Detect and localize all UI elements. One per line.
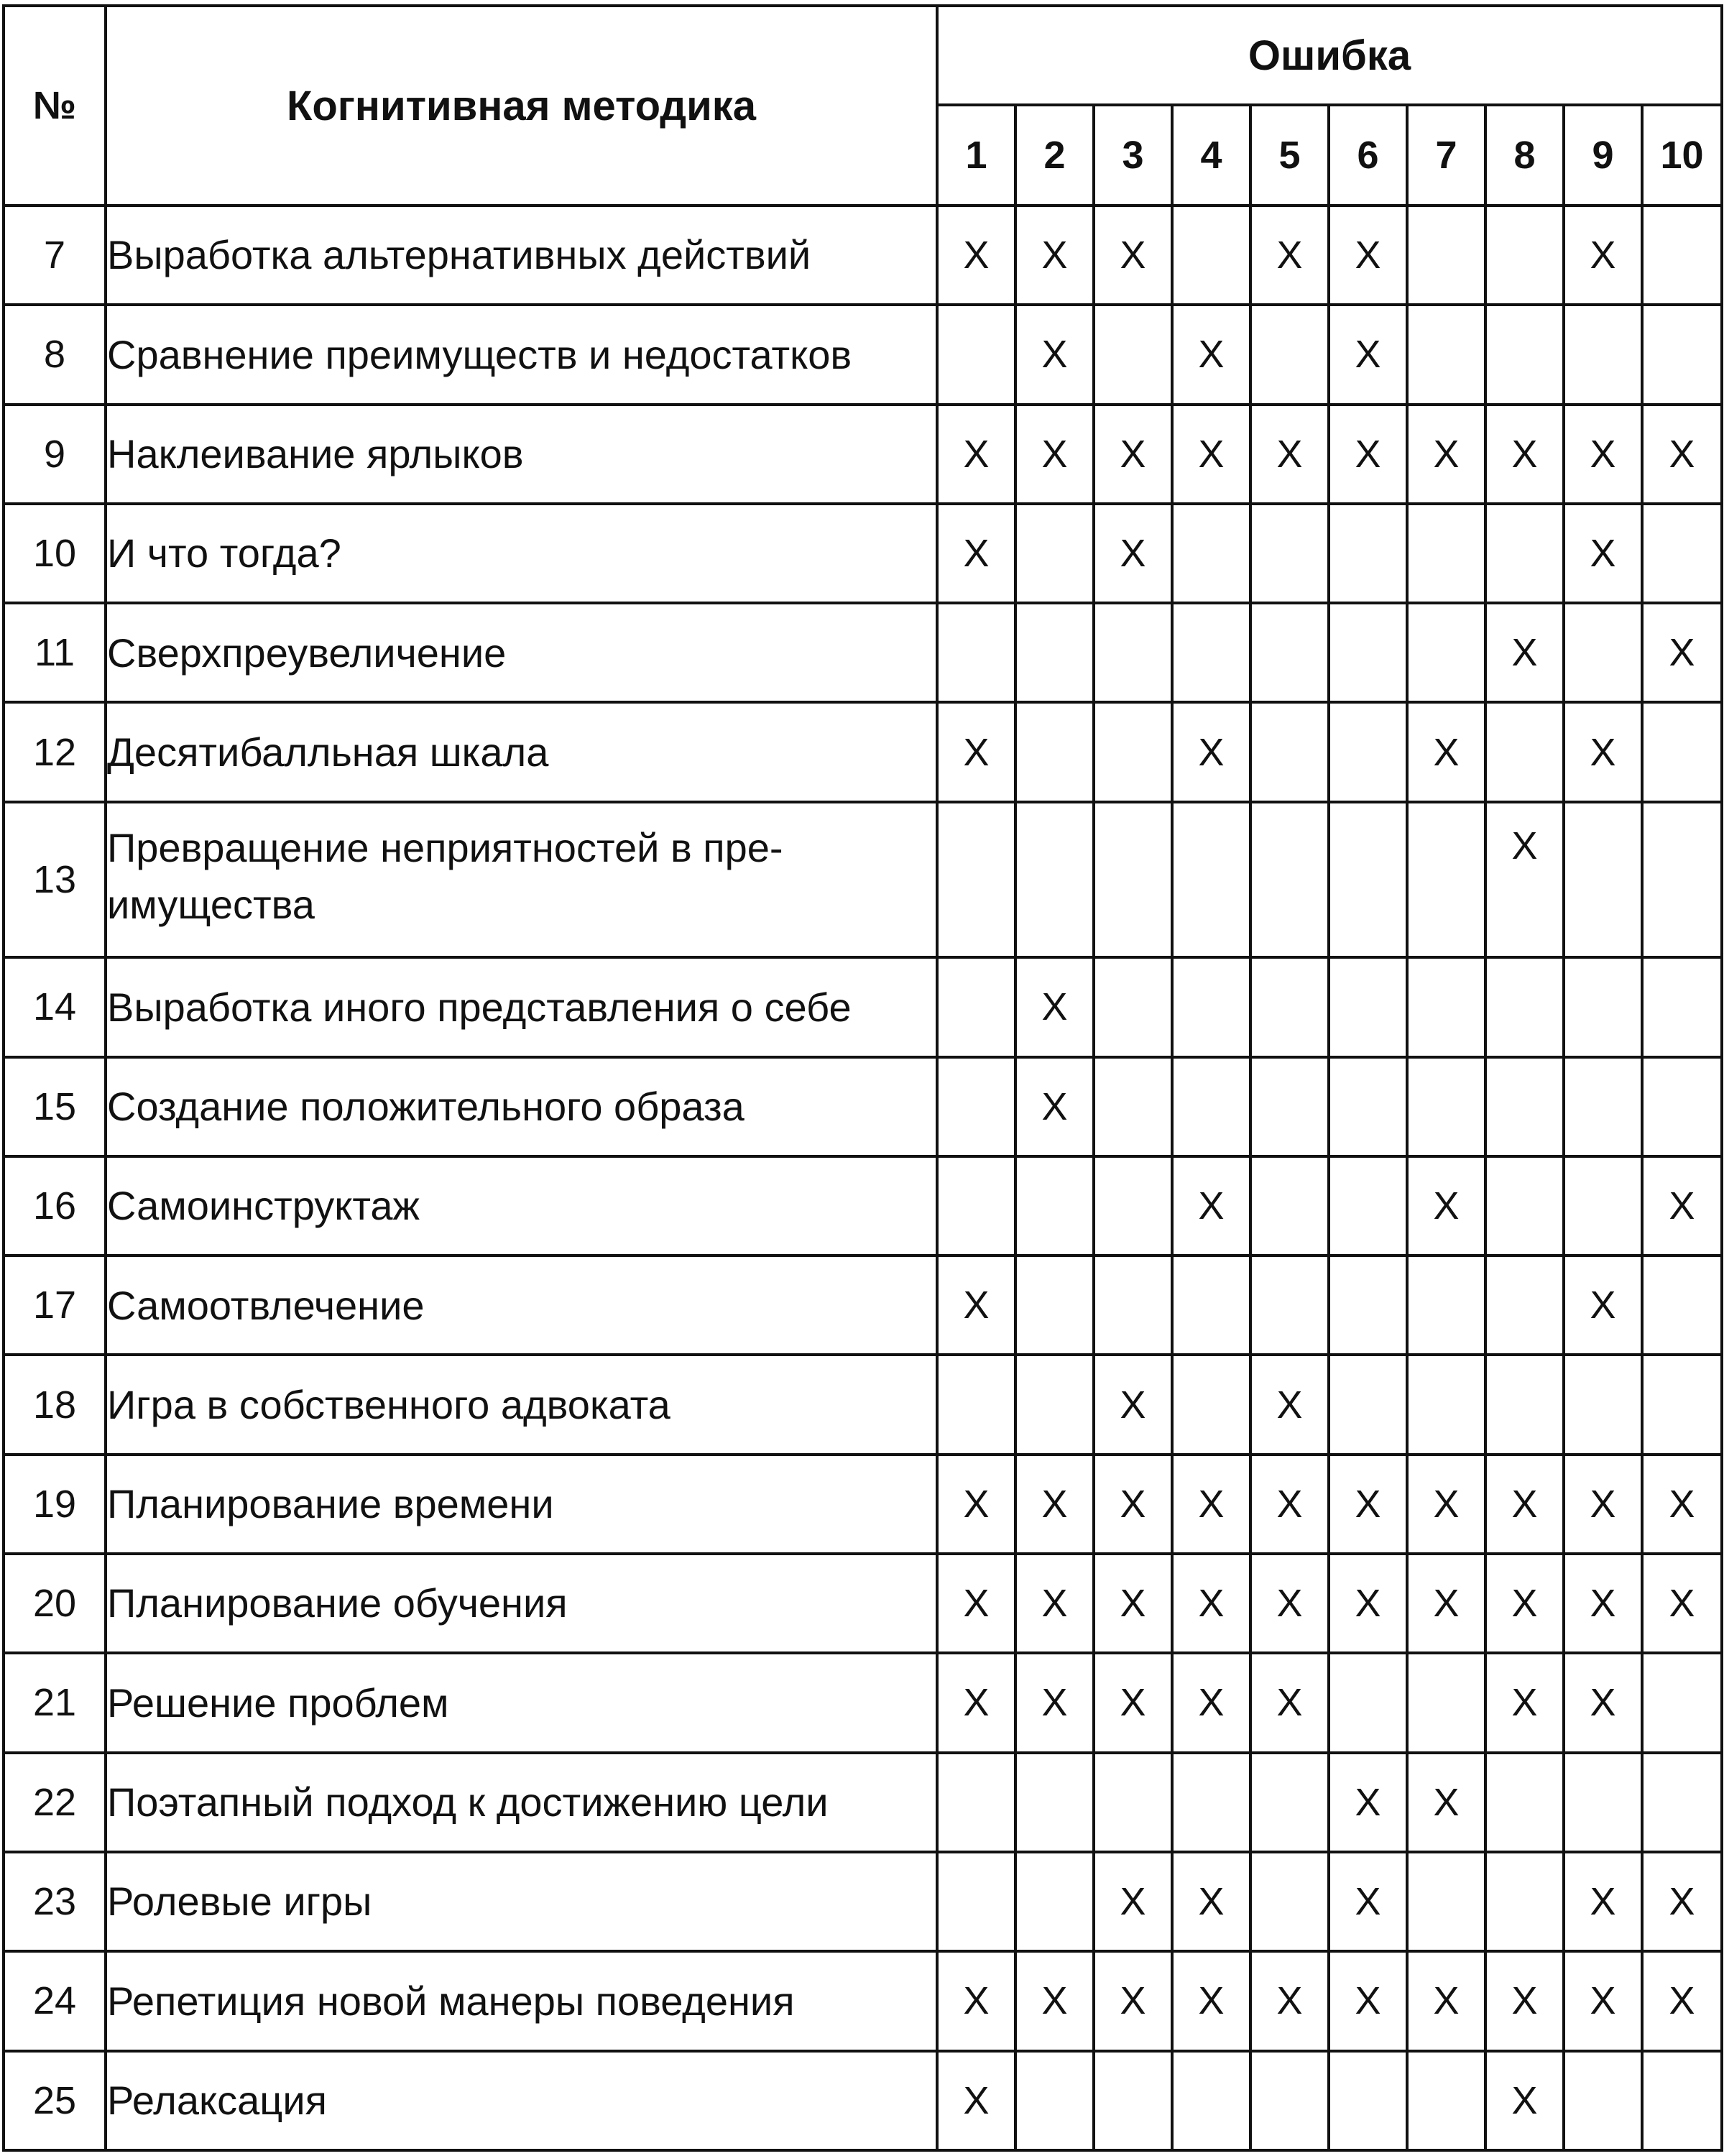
error-mark-cell: X (1172, 1951, 1250, 2050)
error-mark-cell: X (1485, 1653, 1564, 1752)
error-mark-cell: X (1015, 1057, 1094, 1156)
table-row (4, 2051, 1722, 2150)
error-mark-cell (1564, 1355, 1642, 1454)
error-mark-cell (1564, 2051, 1642, 2150)
error-mark-cell (1485, 504, 1564, 603)
error-mark-cell (1172, 1753, 1250, 1852)
error-mark-cell (1407, 1852, 1485, 1951)
table-row (4, 1057, 1722, 1156)
error-mark-cell (1329, 1156, 1407, 1256)
error-mark-cell: X (1015, 1455, 1094, 1554)
error-mark-cell: X (1172, 1554, 1250, 1653)
error-mark-cell (1094, 957, 1172, 1056)
error-mark-cell (1642, 1653, 1722, 1752)
error-mark-cell (1015, 603, 1094, 702)
error-number-header: 4 (1172, 105, 1250, 206)
method-name: Сравнение преимуществ и недостатков (106, 305, 937, 404)
error-mark-cell (1329, 603, 1407, 702)
error-mark-cell: X (1015, 957, 1094, 1056)
error-mark-cell: X (1485, 1554, 1564, 1653)
error-mark-cell (1094, 603, 1172, 702)
error-mark-cell: X (1015, 1653, 1094, 1752)
method-name: Выработка иного представления о себе (106, 957, 937, 1056)
error-mark-cell (937, 1057, 1015, 1156)
error-mark-cell: X (1564, 1554, 1642, 1653)
error-mark-cell (937, 802, 1015, 957)
error-number-header: 3 (1094, 105, 1172, 206)
error-mark-cell: X (1250, 1554, 1329, 1653)
error-mark-cell: X (937, 1554, 1015, 1653)
error-mark-cell (1642, 1753, 1722, 1852)
error-mark-cell (1329, 802, 1407, 957)
error-mark-cell: X (1642, 1156, 1722, 1256)
error-mark-cell (1329, 1355, 1407, 1454)
error-mark-cell: X (1250, 1951, 1329, 2050)
error-mark-cell: X (1250, 206, 1329, 305)
table-row (4, 957, 1722, 1056)
error-mark-cell (1094, 2051, 1172, 2150)
error-number-header: 10 (1642, 105, 1722, 206)
error-mark-cell (1250, 1156, 1329, 1256)
methods-errors-table (2, 4, 1723, 2152)
error-number-header: 8 (1485, 105, 1564, 206)
error-mark-cell (1172, 957, 1250, 1056)
error-mark-cell: X (1485, 405, 1564, 504)
table-row (4, 1653, 1722, 1752)
error-mark-cell (937, 957, 1015, 1056)
error-mark-cell (1172, 603, 1250, 702)
error-mark-cell (1407, 957, 1485, 1056)
error-mark-cell: X (1250, 1653, 1329, 1752)
error-mark-cell: X (1250, 405, 1329, 504)
error-mark-cell: X (937, 2051, 1015, 2150)
error-mark-cell (1172, 802, 1250, 957)
error-mark-cell (1250, 802, 1329, 957)
error-number-header: 1 (937, 105, 1015, 206)
method-name: Наклеивание ярлыков (106, 405, 937, 504)
error-mark-cell: X (937, 1256, 1015, 1355)
error-mark-cell (1329, 504, 1407, 603)
row-number: 10 (4, 504, 106, 603)
error-mark-cell: X (1094, 1852, 1172, 1951)
error-mark-cell (1407, 603, 1485, 702)
error-mark-cell: X (1564, 1852, 1642, 1951)
error-mark-cell (1485, 1057, 1564, 1156)
error-mark-cell: X (1172, 1852, 1250, 1951)
error-mark-cell (1094, 305, 1172, 404)
table-header (4, 6, 1722, 206)
error-mark-cell: X (1642, 1554, 1722, 1653)
row-number: 15 (4, 1057, 106, 1156)
error-mark-cell: X (937, 504, 1015, 603)
error-mark-cell (1564, 1753, 1642, 1852)
error-mark-cell (1250, 1256, 1329, 1355)
row-number: 14 (4, 957, 106, 1056)
error-number-header: 7 (1407, 105, 1485, 206)
error-mark-cell (1485, 1852, 1564, 1951)
error-mark-cell (1564, 305, 1642, 404)
error-mark-cell: X (1250, 1455, 1329, 1554)
error-mark-cell: X (1015, 405, 1094, 504)
error-mark-cell (937, 1753, 1015, 1852)
error-mark-cell (1250, 702, 1329, 801)
error-mark-cell (1250, 2051, 1329, 2150)
method-name: Ролевые игры (106, 1852, 937, 1951)
error-mark-cell (1015, 1256, 1094, 1355)
error-mark-cell: X (1407, 1554, 1485, 1653)
error-mark-cell (1250, 603, 1329, 702)
error-mark-cell (937, 305, 1015, 404)
error-mark-cell (1407, 1653, 1485, 1752)
row-number: 18 (4, 1355, 106, 1454)
error-mark-cell (937, 1156, 1015, 1256)
row-number: 25 (4, 2051, 106, 2150)
table-row (4, 1753, 1722, 1852)
error-mark-cell: X (1329, 206, 1407, 305)
error-mark-cell (1485, 206, 1564, 305)
error-mark-cell: X (1094, 405, 1172, 504)
error-mark-cell (1485, 702, 1564, 801)
error-mark-cell: X (1329, 1554, 1407, 1653)
error-mark-cell: X (937, 702, 1015, 801)
error-mark-cell: X (1564, 504, 1642, 603)
error-mark-cell: X (1485, 1951, 1564, 2050)
error-mark-cell (1407, 2051, 1485, 2150)
error-mark-cell: X (1407, 1156, 1485, 1256)
error-mark-cell (1407, 504, 1485, 603)
error-mark-cell (1094, 802, 1172, 957)
method-name: Планирование обучения (106, 1554, 937, 1653)
table-row (4, 1355, 1722, 1454)
error-mark-cell: X (1407, 1753, 1485, 1852)
error-mark-cell: X (1564, 1256, 1642, 1355)
error-mark-cell: X (1172, 702, 1250, 801)
error-mark-cell (1172, 206, 1250, 305)
error-mark-cell (1407, 305, 1485, 404)
error-mark-cell (1485, 305, 1564, 404)
error-mark-cell (1329, 1256, 1407, 1355)
error-mark-cell (1564, 1156, 1642, 1256)
row-number: 7 (4, 206, 106, 305)
error-mark-cell (1642, 957, 1722, 1056)
error-mark-cell: X (1485, 2051, 1564, 2150)
error-mark-cell (1250, 1753, 1329, 1852)
error-mark-cell (1015, 702, 1094, 801)
row-number: 13 (4, 802, 106, 957)
method-name: Превращение неприятностей в пре- имущества (106, 802, 937, 957)
error-number-header: 2 (1015, 105, 1094, 206)
table-row (4, 1455, 1722, 1554)
error-mark-cell (1015, 2051, 1094, 2150)
row-number: 9 (4, 405, 106, 504)
method-name: Репетиция новой манеры поведения (106, 1951, 937, 2050)
error-mark-cell: X (1485, 1455, 1564, 1554)
row-number: 22 (4, 1753, 106, 1852)
error-mark-cell (1250, 957, 1329, 1056)
error-mark-cell: X (1564, 1951, 1642, 2050)
error-mark-cell (937, 1355, 1015, 1454)
error-mark-cell (1564, 802, 1642, 957)
row-number: 16 (4, 1156, 106, 1256)
error-mark-cell (1564, 603, 1642, 702)
table-row (4, 206, 1722, 305)
method-name: И что тогда? (106, 504, 937, 603)
error-mark-cell: X (1407, 405, 1485, 504)
error-mark-cell (1642, 1355, 1722, 1454)
error-mark-cell (1172, 1256, 1250, 1355)
error-mark-cell (1407, 802, 1485, 957)
error-mark-cell: X (1329, 405, 1407, 504)
table-row (4, 1554, 1722, 1653)
error-group-header: Ошибка (937, 6, 1722, 105)
error-mark-cell (1642, 2051, 1722, 2150)
error-mark-cell: X (1564, 1455, 1642, 1554)
error-mark-cell (1015, 1355, 1094, 1454)
error-mark-cell: X (1642, 603, 1722, 702)
error-mark-cell (1250, 305, 1329, 404)
error-mark-cell: X (1564, 405, 1642, 504)
error-mark-cell (937, 603, 1015, 702)
error-mark-cell: X (1564, 1653, 1642, 1752)
error-mark-cell: X (1015, 1554, 1094, 1653)
error-mark-cell: X (1564, 206, 1642, 305)
error-mark-cell: X (1407, 1951, 1485, 2050)
error-mark-cell: X (1642, 1455, 1722, 1554)
error-mark-cell (1250, 1057, 1329, 1156)
error-mark-cell (1642, 305, 1722, 404)
number-column-header: № (4, 6, 106, 206)
error-mark-cell (1329, 1653, 1407, 1752)
error-mark-cell (1250, 1852, 1329, 1951)
error-mark-cell: X (1094, 206, 1172, 305)
row-number: 21 (4, 1653, 106, 1752)
method-name: Поэтапный подход к достижению цели (106, 1753, 937, 1852)
error-mark-cell: X (1329, 1455, 1407, 1554)
error-mark-cell (1642, 802, 1722, 957)
method-name: Сверхпреувеличение (106, 603, 937, 702)
error-mark-cell: X (1172, 1653, 1250, 1752)
error-mark-cell (1329, 2051, 1407, 2150)
error-mark-cell (1564, 1057, 1642, 1156)
error-mark-cell (1172, 504, 1250, 603)
error-mark-cell (1094, 1156, 1172, 1256)
method-name: Создание положительного образа (106, 1057, 937, 1156)
error-mark-cell (1015, 1156, 1094, 1256)
error-mark-cell: X (1094, 1653, 1172, 1752)
error-mark-cell: X (937, 1455, 1015, 1554)
error-mark-cell (1015, 802, 1094, 957)
error-mark-cell (1250, 504, 1329, 603)
error-mark-cell (1407, 1256, 1485, 1355)
error-mark-cell: X (1407, 1455, 1485, 1554)
method-name: Самоинструктаж (106, 1156, 937, 1256)
error-mark-cell: X (937, 1653, 1015, 1752)
error-mark-cell (1094, 1753, 1172, 1852)
table-row (4, 1156, 1722, 1256)
row-number: 17 (4, 1256, 106, 1355)
error-mark-cell: X (1015, 206, 1094, 305)
row-number: 8 (4, 305, 106, 404)
error-mark-cell: X (1329, 1753, 1407, 1852)
error-mark-cell (1485, 1753, 1564, 1852)
error-mark-cell (1329, 957, 1407, 1056)
error-mark-cell: X (1642, 405, 1722, 504)
table-row (4, 1852, 1722, 1951)
method-name: Релаксация (106, 2051, 937, 2150)
error-mark-cell: X (1172, 1156, 1250, 1256)
error-mark-cell (1485, 1355, 1564, 1454)
method-name: Игра в собственного адвоката (106, 1355, 937, 1454)
row-number: 19 (4, 1455, 106, 1554)
error-mark-cell (1407, 1355, 1485, 1454)
error-mark-cell (1015, 504, 1094, 603)
error-mark-cell: X (1407, 702, 1485, 801)
method-name: Решение проблем (106, 1653, 937, 1752)
error-mark-cell: X (1250, 1355, 1329, 1454)
error-mark-cell (1172, 1057, 1250, 1156)
error-mark-cell: X (1172, 305, 1250, 404)
error-mark-cell (1642, 504, 1722, 603)
error-mark-cell: X (1172, 405, 1250, 504)
table-body (4, 206, 1722, 2150)
error-mark-cell (1015, 1753, 1094, 1852)
method-column-header: Когнитивная методика (106, 6, 937, 206)
error-mark-cell: X (1094, 1554, 1172, 1653)
row-number: 23 (4, 1852, 106, 1951)
error-mark-cell (1485, 1156, 1564, 1256)
error-mark-cell: X (1094, 1455, 1172, 1554)
error-mark-cell (1485, 1256, 1564, 1355)
error-mark-cell (1015, 1852, 1094, 1951)
error-mark-cell: X (1329, 1852, 1407, 1951)
error-mark-cell (1094, 1057, 1172, 1156)
error-mark-cell (1172, 1355, 1250, 1454)
error-mark-cell (1094, 702, 1172, 801)
error-mark-cell (1329, 1057, 1407, 1156)
error-mark-cell: X (1015, 305, 1094, 404)
error-mark-cell (1485, 957, 1564, 1056)
error-mark-cell (1407, 206, 1485, 305)
table-row (4, 702, 1722, 801)
error-mark-cell (1642, 206, 1722, 305)
error-mark-cell: X (1642, 1951, 1722, 2050)
table-row (4, 504, 1722, 603)
error-mark-cell: X (1094, 504, 1172, 603)
table-row (4, 802, 1722, 957)
method-name: Выработка альтернативных действий (106, 206, 937, 305)
error-mark-cell: X (1094, 1951, 1172, 2050)
table-row (4, 305, 1722, 404)
error-mark-cell: X (1485, 802, 1564, 957)
error-mark-cell: X (1172, 1455, 1250, 1554)
error-mark-cell (937, 1852, 1015, 1951)
error-number-header: 9 (1564, 105, 1642, 206)
error-mark-cell (1642, 702, 1722, 801)
error-mark-cell: X (937, 1951, 1015, 2050)
error-mark-cell: X (1485, 603, 1564, 702)
table-row (4, 1256, 1722, 1355)
error-mark-cell (1642, 1057, 1722, 1156)
method-name: Самоотвлечение (106, 1256, 937, 1355)
error-mark-cell (1094, 1256, 1172, 1355)
error-mark-cell: X (1094, 1355, 1172, 1454)
error-mark-cell (1407, 1057, 1485, 1156)
row-number: 20 (4, 1554, 106, 1653)
error-mark-cell: X (937, 206, 1015, 305)
error-number-header: 6 (1329, 105, 1407, 206)
error-mark-cell (1642, 1256, 1722, 1355)
table-row (4, 603, 1722, 702)
error-mark-cell: X (1329, 305, 1407, 404)
error-mark-cell: X (1642, 1852, 1722, 1951)
row-number: 24 (4, 1951, 106, 2050)
table-row (4, 405, 1722, 504)
error-mark-cell: X (1329, 1951, 1407, 2050)
error-mark-cell: X (1015, 1951, 1094, 2050)
row-number: 11 (4, 603, 106, 702)
method-name: Десятибалльная шкала (106, 702, 937, 801)
error-mark-cell: X (937, 405, 1015, 504)
error-mark-cell: X (1564, 702, 1642, 801)
row-number: 12 (4, 702, 106, 801)
error-mark-cell (1329, 702, 1407, 801)
table-row (4, 1951, 1722, 2050)
error-mark-cell (1564, 957, 1642, 1056)
error-mark-cell (1172, 2051, 1250, 2150)
error-number-header: 5 (1250, 105, 1329, 206)
method-name: Планирование времени (106, 1455, 937, 1554)
